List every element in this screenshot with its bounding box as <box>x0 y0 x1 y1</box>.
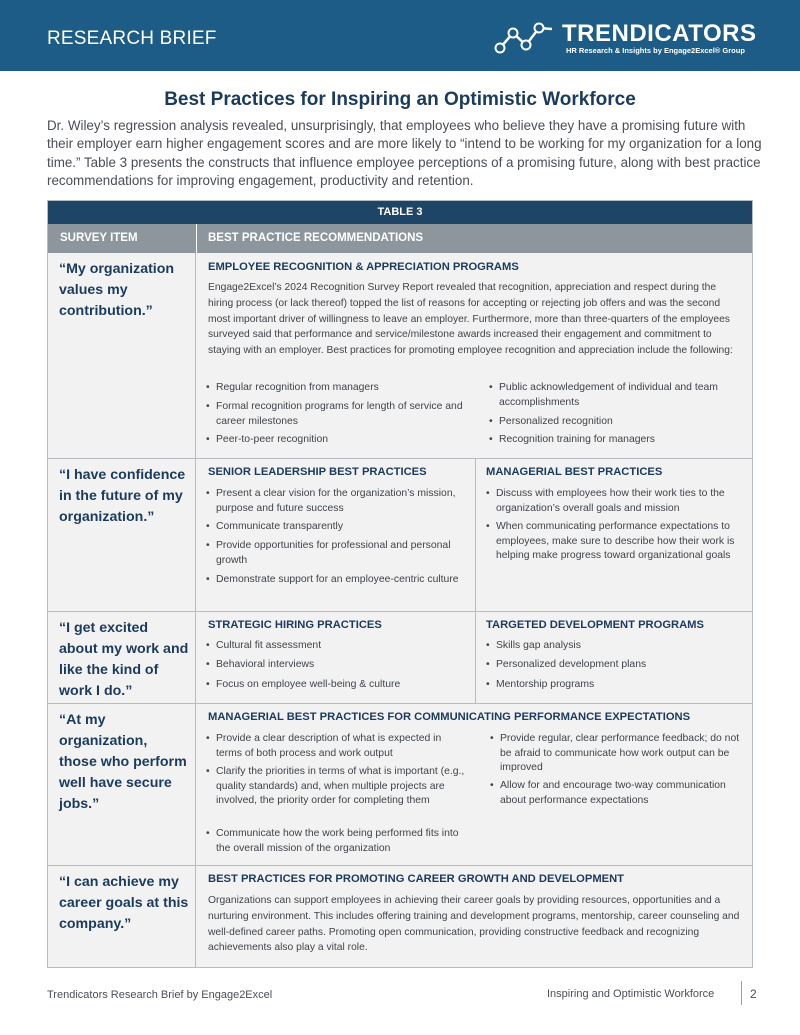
logo-tagline: HR Research & Insights by Engage2Excel® Group <box>566 46 745 55</box>
header-divider <box>196 224 197 253</box>
table-row <box>48 458 752 611</box>
bullet-item: • Recognition training for managers <box>489 434 655 445</box>
footer-publication: Trendicators Research Brief by Engage2Excel <box>47 989 273 1001</box>
bullet-item: • Regular recognition from managers <box>206 382 379 393</box>
row-heading-right: MANAGERIAL BEST PRACTICES <box>486 466 663 478</box>
bullet-item: • Demonstrate support for an employee-centric culture <box>206 574 459 585</box>
bullet-item: • Allow for and encourage two-way communication about performance expectations <box>490 780 726 806</box>
page-number: 2 <box>750 987 757 1001</box>
survey-item-cell <box>48 253 196 458</box>
column-header-best-practices: BEST PRACTICE RECOMMENDATIONS <box>208 232 424 244</box>
table-row <box>48 865 752 967</box>
bullet-item: • Provide opportunities for professional and personal growth <box>206 540 451 566</box>
bullet-item: • Behavioral interviews <box>206 659 315 670</box>
survey-item-cell <box>48 459 196 611</box>
table-row <box>48 611 752 703</box>
bullet-item: • Communicate how the work being performed fits into the overall mission of the organization <box>206 828 459 854</box>
page-title: Best Practices for Inspiring an Optimistic Workforce <box>164 89 636 110</box>
survey-item-cell <box>48 704 196 865</box>
bullet-item: • Communicate transparently <box>206 521 344 532</box>
section-label: RESEARCH BRIEF <box>47 28 217 49</box>
column-divider <box>475 612 476 703</box>
logo-name: TRENDICATORS <box>562 20 757 47</box>
bullet-item: • Present a clear vision for the organization’s mission, purpose and future success <box>206 488 456 514</box>
intro-paragraph: Dr. Wiley’s regression analysis revealed, unsurprisingly, that employees who believe they have a promising future with their employer earn higher engagement scores and are more likely to “intend to be working for my organization for a long time.” Table 3 presents the constructs that influence employee perceptions of a promising future, along with best practice recommendations for improving engagement, productivity and retention. <box>47 118 762 188</box>
bullet-item: • Cultural fit assessment <box>206 640 322 651</box>
bullet-item: • Public acknowledgement of individual and team accomplishments <box>489 382 718 408</box>
row-heading-right: TARGETED DEVELOPMENT PROGRAMS <box>486 619 704 631</box>
bullet-item: • Personalized development plans <box>486 659 647 670</box>
bullet-item: • Provide regular, clear performance feedback; do not be afraid to communicate how work output can be improved <box>490 733 740 774</box>
column-divider <box>475 459 476 611</box>
bullet-item: • Skills gap analysis <box>486 640 581 651</box>
survey-item-quote: “I can achieve my career goals at this company.” <box>59 874 189 932</box>
table-row <box>48 703 752 865</box>
footer-section-title: Inspiring and Optimistic Workforce <box>547 988 715 1000</box>
bullet-item: • Provide a clear description of what is expected in terms of both process and work output <box>206 733 442 759</box>
table-caption: TABLE 3 <box>48 201 752 224</box>
row-heading: EMPLOYEE RECOGNITION & APPRECIATION PROGRAMS <box>208 261 519 273</box>
survey-item-quote: “At my organization, those who perform well have secure jobs.” <box>59 712 187 812</box>
bullet-item: • Formal recognition programs for length of service and career milestones <box>206 401 463 427</box>
trendicators-logo <box>494 19 764 59</box>
row-heading-left: SENIOR LEADERSHIP BEST PRACTICES <box>208 466 427 478</box>
bullet-item: • Clarify the priorities in terms of what is important (e.g., quality standards) and, when multiple projects are involved, the priority order for completing them <box>206 766 465 807</box>
survey-item-cell <box>48 612 196 703</box>
table-3 <box>47 200 753 968</box>
row-paragraph: Engage2Excel’s 2024 Recognition Survey Report revealed that recognition, appreciation and respect during the hiring process (or lack thereof) topped the list of reasons for accepting or rejecting job offers and was the second most important driver of willingness to leave an employer. Furthermore, more than three-quarters of the employees surveyed said that performance and service/milestone awards increased their engagement and commitment to staying with an employer. Best practices for promoting employee recognition and appreciation include the following: <box>208 282 733 357</box>
table-row <box>48 253 752 458</box>
column-header-survey-item: SURVEY ITEM <box>60 232 138 244</box>
bullet-item: • Focus on employee well-being & culture <box>206 679 401 690</box>
table-header-row <box>48 224 752 253</box>
trend-line-icon <box>494 21 558 55</box>
bullet-item: • Discuss with employees how their work ties to the organization’s overall goals and mission <box>486 488 725 514</box>
bullet-item: • Personalized recognition <box>489 416 613 427</box>
bullet-item: • Peer-to-peer recognition <box>206 434 329 445</box>
row-heading: BEST PRACTICES FOR PROMOTING CAREER GROWTH AND DEVELOPMENT <box>208 873 625 885</box>
row-heading: MANAGERIAL BEST PRACTICES FOR COMMUNICATING PERFORMANCE EXPECTATIONS <box>208 711 691 723</box>
row-paragraph: Organizations can support employees in achieving their career goals by providing resources, opportunities and a nurturing environment. This includes offering training and development programs, mentorship, career counseling and well-defined career paths. Promoting open communication, providing constructive feedback and recognizing achievements also play a vital role. <box>208 895 740 954</box>
survey-item-quote: “My organization values my contribution.” <box>59 261 175 319</box>
footer-divider <box>741 981 742 1005</box>
survey-item-quote: “I get excited about my work and like the kind of work I do.” <box>59 620 189 699</box>
page-banner <box>0 0 800 71</box>
bullet-item: • When communicating performance expectations to employees, make sure to describe how their work is helping make progress toward organizational goals <box>486 521 735 562</box>
row-heading-left: STRATEGIC HIRING PRACTICES <box>208 619 382 631</box>
bullet-item: • Mentorship programs <box>486 679 595 690</box>
survey-item-quote: “I have confidence in the future of my organization.” <box>59 467 186 525</box>
survey-item-cell <box>48 866 196 967</box>
